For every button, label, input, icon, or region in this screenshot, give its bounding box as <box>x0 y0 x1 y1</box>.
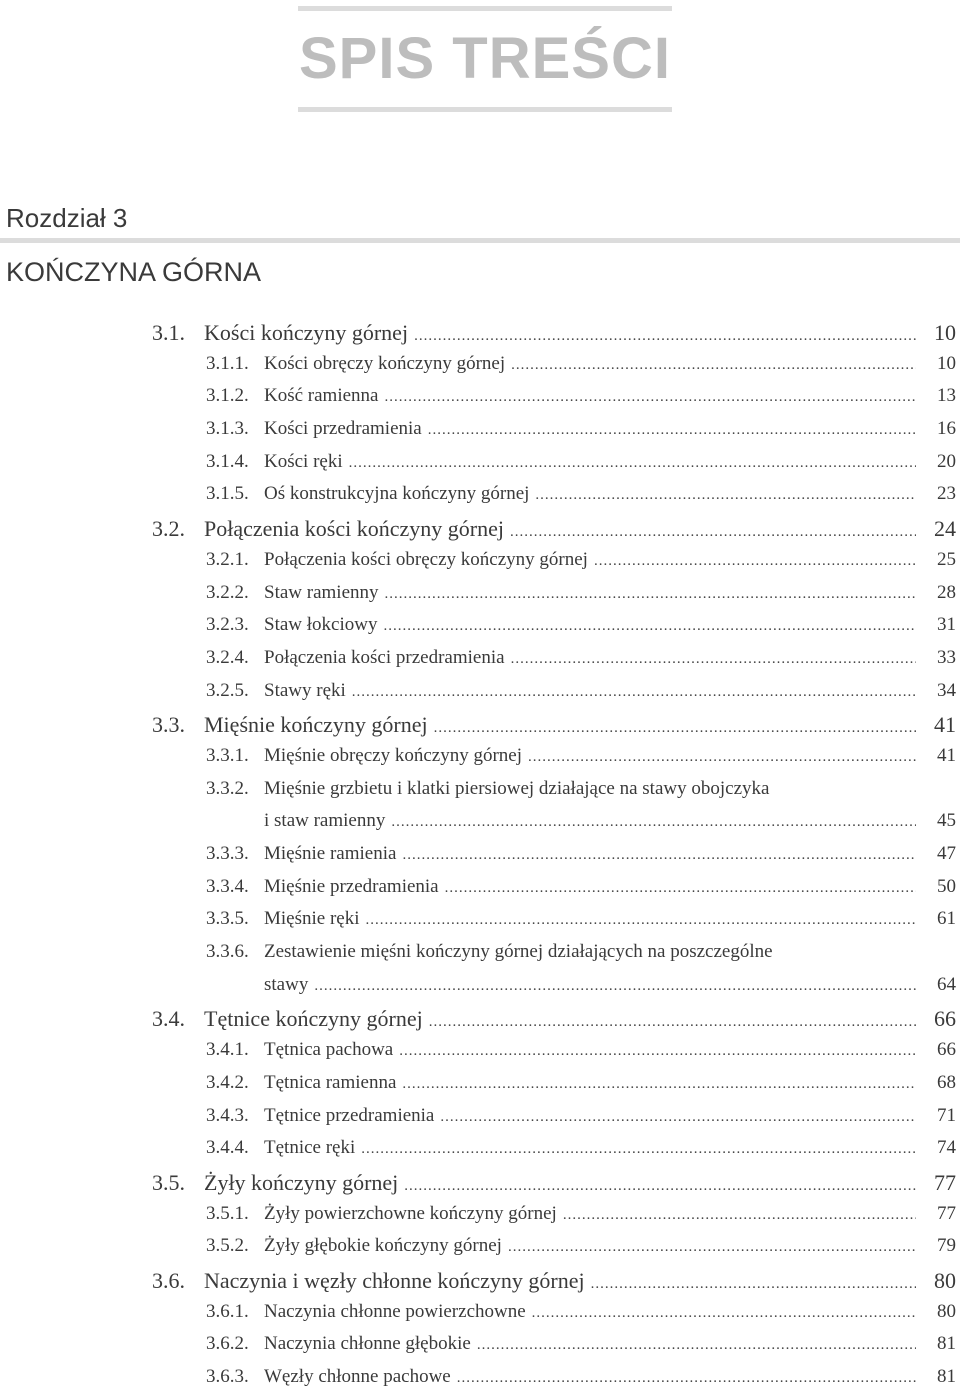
toc-text: Żyły powierzchowne kończyny górnej <box>264 1202 557 1224</box>
toc-entry-section[interactable] <box>0 320 960 353</box>
toc-text: Stawy ręki <box>264 679 346 701</box>
toc-text: Mięśnie przedramienia <box>264 875 439 897</box>
toc-entry-subsection[interactable] <box>0 1137 960 1170</box>
dot-leader <box>532 1305 916 1322</box>
toc-page: 50 <box>937 875 956 897</box>
toc-entry-continuation[interactable] <box>0 810 960 843</box>
toc-page: 25 <box>937 548 956 570</box>
toc-entry-section[interactable] <box>0 516 960 549</box>
toc-number: 3.4.2. <box>206 1071 249 1093</box>
toc-entry-continuation[interactable] <box>0 974 960 1007</box>
toc-entry-subsection[interactable] <box>0 843 960 876</box>
toc-page: 10 <box>934 320 956 345</box>
toc-entry-subsection[interactable] <box>0 1333 960 1366</box>
toc-text: Naczynia i węzły chłonne kończyny górnej <box>204 1267 585 1293</box>
toc-page: 80 <box>934 1267 956 1293</box>
toc-entry-subsection[interactable] <box>0 647 960 680</box>
dot-leader <box>414 328 916 345</box>
toc-number: 3.5. <box>152 1169 185 1195</box>
toc-text: Kości przedramienia <box>264 418 422 440</box>
toc-number: 3.1.4. <box>206 450 249 472</box>
toc-text: Żyły głębokie kończyny górnej <box>264 1235 502 1257</box>
toc-text: Tętnice kończyny górnej <box>204 1006 423 1032</box>
toc-number: 3.1.2. <box>206 385 249 407</box>
toc-page: 64 <box>937 973 956 995</box>
dot-leader <box>457 1370 916 1387</box>
toc-text: Żyły kończyny górnej <box>204 1169 399 1195</box>
toc-page: 10 <box>937 352 956 374</box>
toc-text: Oś konstrukcyjna kończyny górnej <box>264 483 530 505</box>
page-title-box <box>298 6 672 112</box>
toc-number: 3.6.1. <box>206 1300 249 1322</box>
toc-entry-subsection[interactable] <box>0 1301 960 1334</box>
toc-entry-subsection[interactable] <box>0 549 960 582</box>
toc-entry-subsection[interactable] <box>0 908 960 941</box>
toc-entry-section[interactable] <box>0 1006 960 1039</box>
toc-number: 3.1. <box>152 320 185 345</box>
dot-leader <box>428 422 916 439</box>
toc-text: Mięśnie kończyny górnej <box>204 712 428 738</box>
toc-entry-section[interactable] <box>0 1170 960 1203</box>
page-title: SPIS TREŚCI <box>299 26 671 91</box>
toc-number: 3.2.5. <box>206 679 249 701</box>
dot-leader <box>429 1014 916 1031</box>
dot-leader <box>391 814 916 831</box>
toc-page: 45 <box>937 810 956 832</box>
toc-text: Połączenia kości kończyny górnej <box>204 516 504 542</box>
table-of-contents <box>0 320 960 1399</box>
toc-number: 3.2.1. <box>206 548 249 570</box>
toc-text: Mięśnie ręki <box>264 908 360 930</box>
dot-leader <box>535 487 916 504</box>
toc-number: 3.3.5. <box>206 908 249 930</box>
toc-text: i staw ramienny <box>264 810 386 832</box>
toc-entry-subsection[interactable] <box>0 385 960 418</box>
toc-page: 33 <box>937 646 956 668</box>
dot-leader <box>366 912 916 929</box>
dot-leader <box>402 1076 916 1093</box>
toc-page: 24 <box>934 516 956 542</box>
toc-text: Kości ręki <box>264 450 343 472</box>
toc-number: 3.2.3. <box>206 614 249 636</box>
dot-leader <box>352 684 916 701</box>
toc-page: 66 <box>934 1006 956 1032</box>
toc-number: 3.2. <box>152 516 185 542</box>
toc-entry-subsection[interactable] <box>0 778 960 811</box>
toc-entry-subsection[interactable] <box>0 1039 960 1072</box>
toc-page: 77 <box>937 1202 956 1224</box>
toc-text: Kość ramienna <box>264 385 379 407</box>
toc-number: 3.3.1. <box>206 744 249 766</box>
toc-page: 41 <box>934 712 956 738</box>
dot-leader <box>349 455 916 472</box>
toc-entry-subsection[interactable] <box>0 876 960 909</box>
toc-page: 71 <box>937 1104 956 1126</box>
dot-leader <box>591 1276 916 1293</box>
toc-entry-subsection[interactable] <box>0 1235 960 1268</box>
toc-entry-section[interactable] <box>0 1268 960 1301</box>
toc-number: 3.4. <box>152 1006 185 1032</box>
toc-page: 13 <box>937 385 956 407</box>
toc-text: Naczynia chłonne powierzchowne <box>264 1300 526 1322</box>
toc-page: 41 <box>937 744 956 766</box>
toc-text: Mięśnie grzbietu i klatki piersiowej działające na stawy obojczyka <box>264 777 770 799</box>
toc-entry-subsection[interactable] <box>0 680 960 713</box>
toc-page: 61 <box>937 908 956 930</box>
toc-page: 81 <box>937 1333 956 1355</box>
toc-number: 3.1.5. <box>206 483 249 505</box>
toc-page: 20 <box>937 450 956 472</box>
toc-entry-subsection[interactable] <box>0 582 960 615</box>
toc-text: Węzły chłonne pachowe <box>264 1366 451 1387</box>
toc-number: 3.3.6. <box>206 941 249 963</box>
toc-page: 31 <box>937 614 956 636</box>
toc-page: 74 <box>937 1137 956 1159</box>
toc-number: 3.3.2. <box>206 777 249 799</box>
toc-text: stawy <box>264 973 309 995</box>
toc-number: 3.2.4. <box>206 646 249 668</box>
toc-number: 3.6.3. <box>206 1366 249 1387</box>
dot-leader <box>510 524 916 541</box>
toc-entry-section[interactable] <box>0 712 960 745</box>
dot-leader <box>511 357 916 374</box>
dot-leader <box>445 880 916 897</box>
toc-page: 68 <box>937 1071 956 1093</box>
toc-page: 28 <box>937 581 956 603</box>
toc-number: 3.3. <box>152 712 185 738</box>
toc-text: Połączenia kości przedramienia <box>264 646 505 668</box>
dot-leader <box>594 553 916 570</box>
toc-page: 66 <box>937 1039 956 1061</box>
toc-text: Kości kończyny górnej <box>204 320 409 345</box>
dot-leader <box>383 618 916 635</box>
toc-entry-subsection[interactable] <box>0 483 960 516</box>
toc-page: 77 <box>934 1169 956 1195</box>
dot-leader <box>384 389 916 406</box>
toc-number: 3.5.1. <box>206 1202 249 1224</box>
toc-entry-subsection[interactable] <box>0 418 960 451</box>
toc-page: 23 <box>937 483 956 505</box>
toc-number: 3.3.3. <box>206 843 249 864</box>
dot-leader <box>361 1141 916 1158</box>
dot-leader <box>508 1239 916 1256</box>
toc-entry-subsection[interactable] <box>0 1072 960 1105</box>
chapter-title: KOŃCZYNA GÓRNA <box>6 257 262 287</box>
toc-text: Połączenia kości obręczy kończyny górnej <box>264 548 588 570</box>
toc-number: 3.4.4. <box>206 1137 249 1159</box>
toc-number: 3.1.1. <box>206 352 249 374</box>
toc-text: Zestawienie mięśni kończyny górnej działających na poszczególne <box>264 941 773 963</box>
dot-leader <box>434 720 916 737</box>
toc-number: 3.2.2. <box>206 581 249 603</box>
toc-entry-subsection[interactable] <box>0 353 960 386</box>
toc-text: Mięśnie obręczy kończyny górnej <box>264 744 522 766</box>
toc-text: Naczynia chłonne głębokie <box>264 1333 471 1355</box>
dot-leader <box>528 749 916 766</box>
toc-text: Tętnica pachowa <box>264 1039 394 1061</box>
dot-leader <box>511 651 916 668</box>
toc-number: 3.4.3. <box>206 1104 249 1126</box>
toc-text: Tętnica ramienna <box>264 1071 397 1093</box>
toc-number: 3.6. <box>152 1267 185 1293</box>
toc-text: Tętnice ręki <box>264 1137 356 1159</box>
toc-number: 3.1.3. <box>206 418 249 440</box>
toc-page: 47 <box>937 843 956 864</box>
toc-text: Staw łokciowy <box>264 614 378 636</box>
toc-number: 3.5.2. <box>206 1235 249 1257</box>
toc-entry-subsection[interactable] <box>0 745 960 778</box>
toc-entry-subsection[interactable] <box>0 941 960 974</box>
toc-entry-subsection[interactable] <box>0 1366 960 1399</box>
dot-leader <box>385 586 916 603</box>
toc-entry-subsection[interactable] <box>0 1203 960 1236</box>
toc-text: Mięśnie ramienia <box>264 843 397 864</box>
toc-page: 80 <box>937 1300 956 1322</box>
toc-number: 3.6.2. <box>206 1333 249 1355</box>
toc-page: 34 <box>937 679 956 701</box>
dot-leader <box>563 1207 916 1224</box>
toc-text: Kości obręczy kończyny górnej <box>264 352 506 374</box>
toc-text: Tętnice przedramienia <box>264 1104 435 1126</box>
dot-leader <box>404 1178 916 1195</box>
dot-leader <box>314 978 916 995</box>
dot-leader <box>440 1109 916 1126</box>
toc-text: Staw ramienny <box>264 581 379 603</box>
toc-page: 81 <box>937 1366 956 1387</box>
dot-leader <box>399 1043 916 1060</box>
chapter-label: Rozdział 3 <box>6 203 128 233</box>
toc-number: 3.4.1. <box>206 1039 249 1061</box>
dot-leader <box>477 1337 916 1354</box>
toc-page: 16 <box>937 418 956 440</box>
toc-page: 79 <box>937 1235 956 1257</box>
toc-entry-subsection[interactable] <box>0 451 960 484</box>
dot-leader <box>402 847 916 864</box>
toc-entry-subsection[interactable] <box>0 614 960 647</box>
chapter-divider <box>0 238 960 243</box>
toc-number: 3.3.4. <box>206 875 249 897</box>
toc-entry-subsection[interactable] <box>0 1105 960 1138</box>
